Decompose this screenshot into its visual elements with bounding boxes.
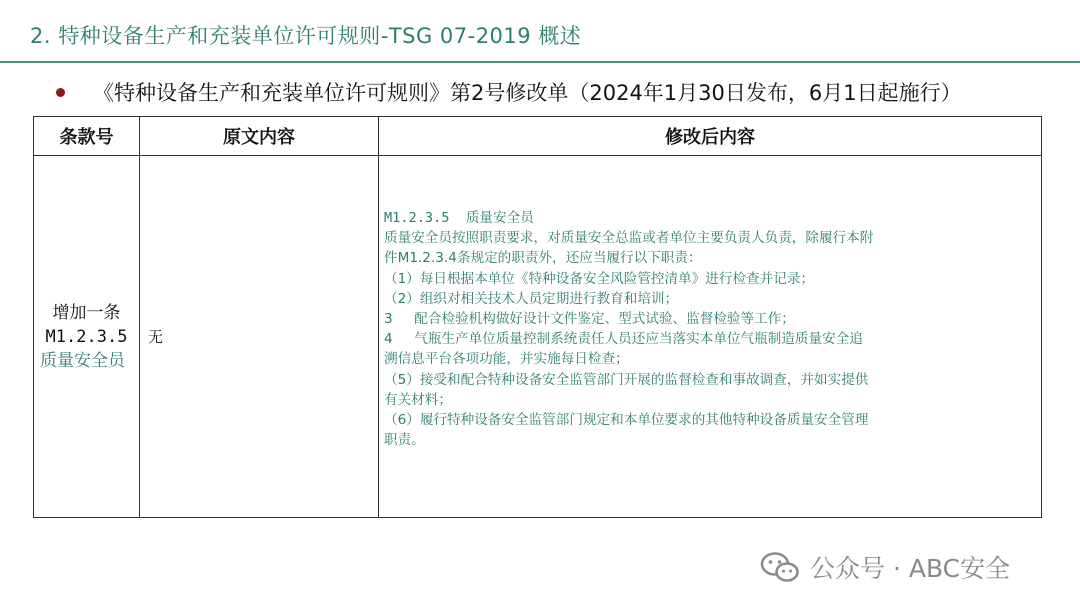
bullet-line: [56, 77, 962, 107]
clause-title: 质量安全员: [40, 350, 125, 371]
revised-line: 件M1.2.3.4条规定的职责外，还应当履行以下职责：: [384, 250, 702, 267]
revised-line: M1.2.3.5 质量安全员: [384, 210, 534, 226]
watermark-text: 公众号 · ABC安全: [810, 554, 1011, 583]
table-header-row: [34, 117, 1042, 156]
revised-cell: [379, 156, 1042, 518]
revision-table: [33, 116, 1042, 518]
revised-line: （6）履行特种设备安全监管部门规定和本单位要求的其他特种设备质量安全管理: [384, 412, 869, 429]
bullet-icon: [56, 88, 65, 97]
header-revised: 修改后内容: [379, 117, 1042, 156]
revised-line: 3 配合检验机构做好设计文件鉴定、型式试验、监督检验等工作；: [384, 311, 795, 328]
wechat-icon: [760, 551, 800, 583]
revised-line: （1）每日根据本单位《特种设备安全风险管控清单》进行检查并记录；: [384, 270, 815, 287]
revised-line: （5）接受和配合特种设备安全监管部门开展的监督检查和事故调查，并如实提供: [384, 371, 869, 388]
revised-line: 职责。: [384, 432, 425, 449]
revised-line: 4 气瓶生产单位质量控制系统责任人员还应当落实本单位气瓶制造质量安全追: [384, 331, 863, 348]
clause-cell: [34, 156, 140, 518]
header-original: 原文内容: [140, 117, 379, 156]
revised-line: （2）组织对相关技术人员定期进行教育和培训；: [384, 290, 679, 307]
clause-number: M1.2.3.5: [45, 326, 128, 347]
clause-line1: 增加一条: [52, 302, 121, 323]
revised-line: 质量安全员按照职责要求，对质量安全总监或者单位主要负责人负责，除履行本附: [384, 230, 874, 247]
original-cell: 无: [140, 156, 379, 518]
bullet-text: 《特种设备生产和充装单位许可规则》第2号修改单（2024年1月30日发布，6月1日起施行）: [93, 81, 962, 105]
watermark: [760, 549, 1010, 585]
title-divider: [0, 61, 1080, 63]
table-row: [34, 156, 1042, 518]
revised-line: 有关材料；: [384, 391, 452, 408]
revised-line: 溯信息平台各项功能，并实施每日检查；: [384, 351, 629, 368]
header-clause: 条款号: [34, 117, 140, 156]
slide-title: 2. 特种设备生产和充装单位许可规则-TSG 07-2019 概述: [30, 24, 582, 48]
